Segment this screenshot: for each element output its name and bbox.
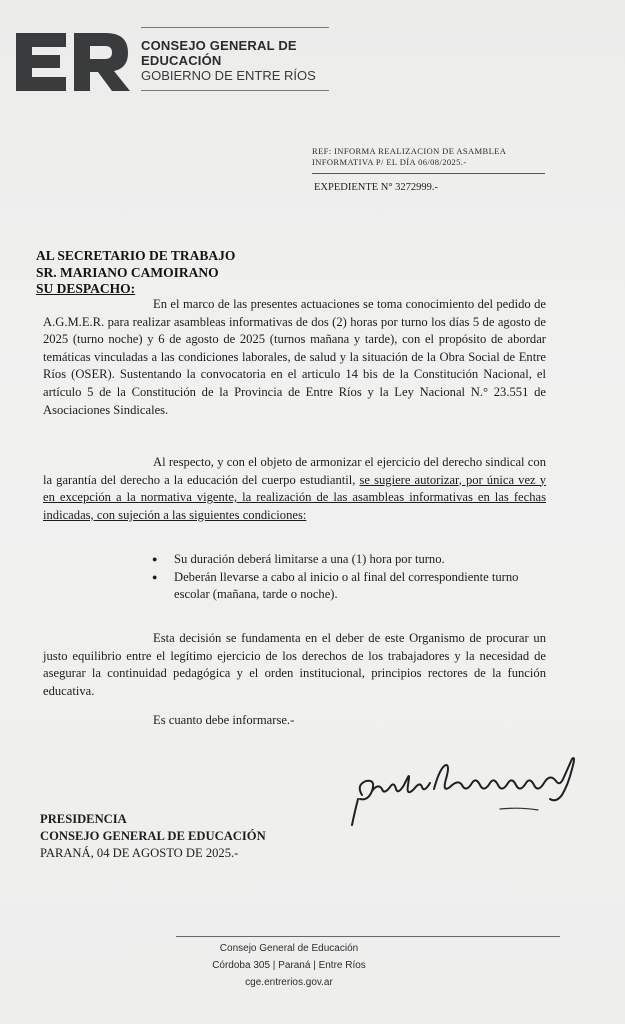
paragraph-2 <box>43 454 546 524</box>
condition-item: ● Deberán llevarse a cabo al inicio o al final del correspondiente turno escolar (mañana, tarde o noche). <box>150 569 550 604</box>
reference-block <box>312 146 552 168</box>
condition-item: ● Su duración deberá limitarse a una (1) hora por turno. <box>150 551 550 569</box>
header-bottom-rule <box>141 90 329 91</box>
paragraph-2-text: Al respecto, y con el objeto de armonizar el ejercicio del derecho sindical con la garantía del derecho a la educación del cuerpo estudiantil, <box>43 455 546 487</box>
closing-line: Es cuanto debe informarse.- <box>153 713 295 727</box>
expediente-number: EXPEDIENTE N° 3272999.- <box>314 182 439 193</box>
addressee-line-3: SU DESPACHO: <box>36 281 136 296</box>
er-logo <box>14 30 132 94</box>
conditions-list <box>150 551 550 604</box>
org-name <box>141 38 316 83</box>
org-line-1: CONSEJO GENERAL DE <box>141 38 297 53</box>
handwritten-signature <box>350 755 595 827</box>
paragraph-2-underlined: se sugiere autorizar, por única vez y en excepción a la normativa vigente, la realización de las asambleas informativas en las fechas indicadas, con sujeción a las siguientes condiciones: <box>43 472 546 522</box>
org-line-2: EDUCACIÓN <box>141 53 222 68</box>
footer-website: cge.entrerios.gov.ar <box>245 977 333 988</box>
signoff-date: PARANÁ, 04 DE AGOSTO DE 2025.- <box>40 846 239 860</box>
addressee-block <box>36 248 235 298</box>
signoff-line-2: CONSEJO GENERAL DE EDUCACIÓN <box>40 829 266 843</box>
addressee-line-2: SR. MARIANO CAMOIRANO <box>36 264 219 280</box>
org-line-3: GOBIERNO DE ENTRE RÍOS <box>141 68 316 83</box>
ref-line-1: REF: INFORMA REALIZACION DE ASAMBLEA <box>312 146 507 156</box>
paragraph-3: Esta decisión se fundamenta en el deber de este Organismo de procurar un justo equilibrio entre el legítimo ejercicio de los derechos de los trabajadores y la necesidad de asegurar la continuidad pedagógica y el orden institucional, principios rectores de la función educativa. <box>43 631 546 698</box>
paragraph-1: En el marco de las presentes actuaciones se toma conocimiento del pedido de A.G.M.E.R. para realizar asambleas informativas de dos (2) horas por turno los días 5 de agosto de 2025 (turno noche) y 6 de agosto de 2025 (turnos mañana y tarde), con el propósito de abordar temáticas vinculadas a las condiciones laborales, de salud y la situación de la Obra Social de Entre Ríos (OSER). Sustentando la convocatoria en el articulo 14 bis de la Constitución Nacional, el artículo 5 de la Constitución de la Provincia de Entre Ríos y la Ley Nacional N.° 23.551 de Asociaciones Sindicales. <box>43 297 546 417</box>
reference-rule <box>312 173 545 174</box>
header-top-rule <box>141 27 329 28</box>
signoff-line-1: PRESIDENCIA <box>40 812 127 826</box>
signoff-block <box>40 811 266 862</box>
footer-block <box>176 940 402 991</box>
footer-line-1: Consejo General de Educación <box>219 943 359 954</box>
ref-line-2: INFORMATIVA P/ EL DÍA 06/08/2025.- <box>312 157 467 167</box>
footer-rule <box>176 936 560 937</box>
footer-line-2: Córdoba 305 | Paraná | Entre Ríos <box>212 960 366 971</box>
addressee-line-1: AL SECRETARIO DE TRABAJO <box>36 248 236 263</box>
